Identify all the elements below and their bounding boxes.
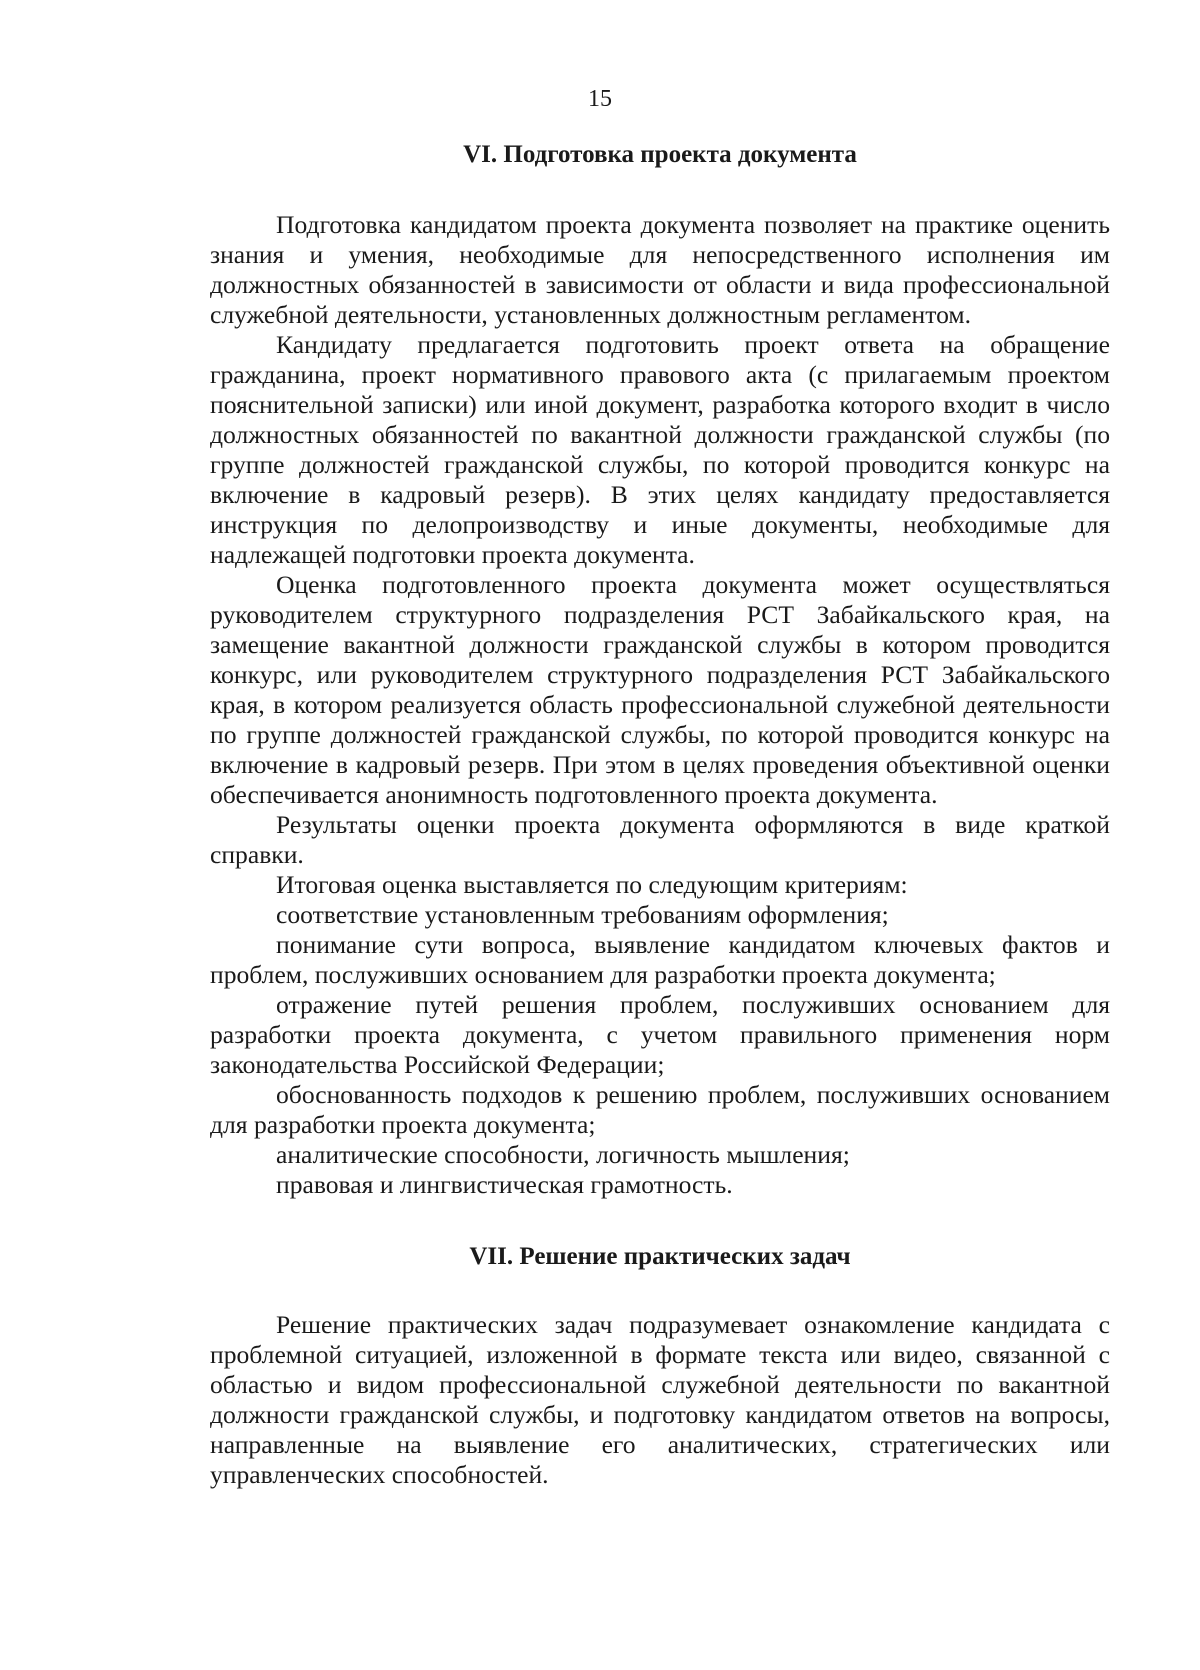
section-title-vi: VI. Подготовка проекта документа: [463, 141, 857, 168]
criterion-item: отражение путей решения проблем, послуживших основанием для разработки проекта документа, с учетом правильного применения норм законодательства Российской Федерации;: [210, 990, 1110, 1079]
paragraph: Кандидату предлагается подготовить проект ответа на обращение гражданина, проект нормативного правового акта (с прилагаемым проектом пояснительной записки) или иной документ, разработка которого входит в число должностных обязанностей по вакантной должности гражданской службы (по группе должностей гражданской службы, по которой проводится конкурс на включение в кадровый резерв). В этих целях кандидату предоставляется инструкция по делопроизводству и иные документы, необходимые для надлежащей подготовки проекта документа.: [210, 330, 1110, 569]
page-number: 15: [588, 86, 612, 112]
paragraph: Оценка подготовленного проекта документа может осуществляться руководителем структурного подразделения РСТ Забайкальского края, на замещение вакантной должности гражданской службы в котором проводится конкурс, или руководителем структурного подразделения РСТ Забайкальского края, в котором реализуется область профессиональной служебной деятельности по группе должностей гражданской службы, по которой проводится конкурс на включение в кадровый резерв. При этом в целях проведения объективной оценки обеспечивается анонимность подготовленного проекта документа.: [210, 570, 1110, 809]
criterion-item: аналитические способности, логичность мышления;: [276, 1140, 850, 1169]
criterion-item: понимание сути вопроса, выявление кандидатом ключевых фактов и проблем, послуживших основанием для разработки проекта документа;: [210, 930, 1110, 989]
criterion-item: правовая и лингвистическая грамотность.: [276, 1170, 733, 1199]
paragraph: Итоговая оценка выставляется по следующим критериям:: [276, 870, 908, 899]
criterion-item: обоснованность подходов к решению проблем, послуживших основанием для разработки проекта документа;: [210, 1080, 1110, 1139]
section-title-vii: VII. Решение практических задач: [469, 1243, 851, 1270]
paragraph: Решение практических задач подразумевает ознакомление кандидата с проблемной ситуацией, изложенной в формате текста или видео, связанной с областью и видом профессиональной служебной деятельности по вакантной должности гражданской службы, и подготовку кандидатом ответов на вопросы, направленные на выявление его аналитических, стратегических или управленческих способностей.: [210, 1310, 1110, 1489]
paragraph: Результаты оценки проекта документа оформляются в виде краткой справки.: [210, 810, 1110, 869]
document-body: [210, 140, 1110, 1490]
criterion-item: соответствие установленным требованиям оформления;: [276, 900, 889, 929]
paragraph: Подготовка кандидатом проекта документа позволяет на практике оценить знания и умения, необходимые для непосредственного исполнения им должностных обязанностей в зависимости от области и вида профессиональной служебной деятельности, установленных должностным регламентом.: [210, 210, 1110, 329]
